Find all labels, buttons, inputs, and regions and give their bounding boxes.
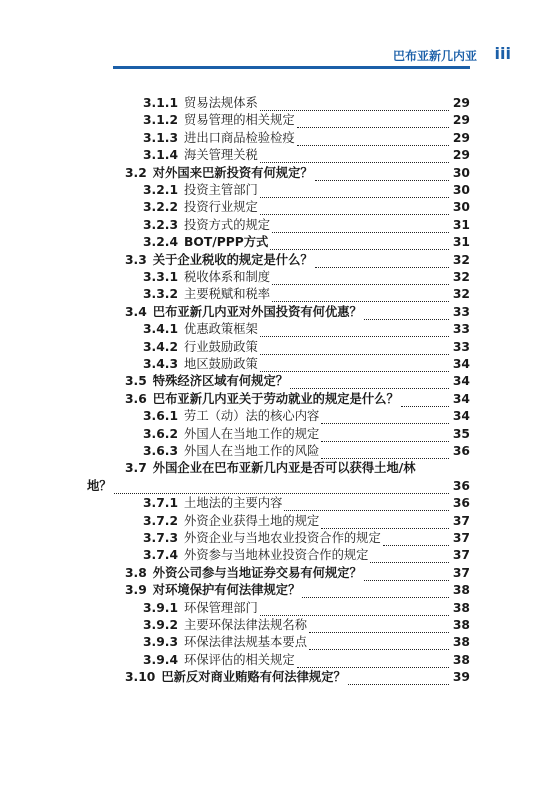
- toc-entry-page: 30: [452, 165, 470, 180]
- toc-entry-title: 外资企业与当地农业投资合作的规定: [184, 531, 381, 545]
- toc-entry[interactable]: [143, 599, 470, 617]
- toc-entry-title: 对外国来巴新投资有何规定？: [152, 164, 313, 180]
- toc-entry-page: 37: [452, 565, 470, 580]
- toc-entry-title: 地区鼓励政策: [184, 357, 258, 371]
- toc-entry-number: 3.2.3: [143, 217, 179, 232]
- toc-entry-page: 36: [452, 478, 470, 493]
- toc-entry-page: 36: [452, 444, 470, 458]
- toc-entry-page: 34: [452, 357, 470, 371]
- toc-entry-number: 3.4.2: [143, 339, 179, 354]
- toc-entry[interactable]: [143, 198, 470, 216]
- dot-leader: [309, 638, 449, 650]
- dot-leader: [114, 482, 449, 494]
- dot-leader: [270, 238, 449, 250]
- toc-entry-page: 38: [452, 600, 470, 615]
- dot-leader: [321, 412, 449, 424]
- dot-leader: [260, 604, 449, 616]
- toc-entry-number: 3.7.1: [143, 496, 179, 511]
- toc-entry[interactable]: [143, 616, 470, 634]
- toc-entry-number: 3.1.2: [143, 113, 179, 128]
- dot-leader: [272, 273, 449, 285]
- dot-leader: [272, 290, 449, 302]
- toc-entry-number: 3.7: [125, 461, 147, 476]
- toc-entry-title: 外国人在当地工作的风险: [184, 444, 320, 458]
- page-number: iii: [494, 44, 511, 63]
- toc-entry-title: 环保评估的相关规定: [184, 652, 295, 667]
- toc-entry-title: 贸易法规体系: [184, 96, 258, 110]
- toc-entry-number: 3.2.1: [143, 183, 179, 197]
- toc-entry-page: 34: [452, 374, 470, 389]
- toc-entry-title: 外资参与当地林业投资合作的规定: [184, 548, 369, 563]
- toc-entry-number: 3.4: [125, 304, 147, 319]
- dot-leader: [272, 221, 449, 233]
- dot-leader: [260, 360, 449, 372]
- toc-entry-title: 环保管理部门: [184, 600, 258, 615]
- toc-entry-number: 3.5: [125, 374, 147, 389]
- toc-entry[interactable]: [125, 564, 470, 582]
- dot-leader: [321, 517, 449, 529]
- toc-entry-title: 主要税赋和税率: [184, 287, 271, 302]
- dot-leader: [321, 430, 449, 442]
- toc-entry[interactable]: [143, 407, 470, 425]
- dot-leader: [315, 169, 449, 181]
- page-header: [0, 0, 559, 80]
- toc-entry-page: 37: [452, 531, 470, 545]
- toc-entry-number: 3.7.2: [143, 513, 179, 528]
- toc-entry-number: 3.9.4: [143, 652, 179, 667]
- toc-entry-number: 3.6.3: [143, 444, 179, 458]
- header-rule: [113, 66, 470, 69]
- toc-entry-number: 3.9.2: [143, 618, 179, 632]
- toc-entry-title: 投资方式的规定: [184, 217, 271, 232]
- toc-entry-page: 38: [452, 652, 470, 667]
- toc-entry[interactable]: [143, 216, 470, 234]
- dot-leader: [284, 499, 448, 511]
- toc-entry-title: 主要环保法律法规名称: [184, 618, 307, 632]
- toc-entry[interactable]: [143, 529, 470, 547]
- toc-entry-page: 29: [452, 96, 470, 110]
- toc-entry-page: 33: [452, 339, 470, 354]
- toc-entry-title: 行业鼓励政策: [184, 339, 258, 354]
- toc-entry[interactable]: [125, 372, 470, 390]
- toc-entry-page: 36: [452, 496, 470, 511]
- toc-entry-number: 3.8: [125, 565, 147, 580]
- toc-entry-number: 3.2.4: [143, 235, 179, 250]
- toc-entry-page: 37: [452, 513, 470, 528]
- toc-entry[interactable]: [143, 146, 470, 164]
- toc-entry[interactable]: [143, 355, 470, 373]
- toc-entry-number: 3.1.3: [143, 130, 179, 145]
- dot-leader: [260, 186, 449, 198]
- toc-entry-title: 外资企业获得土地的规定: [184, 513, 320, 528]
- dot-leader: [260, 343, 449, 355]
- dot-leader: [348, 673, 449, 685]
- dot-leader: [260, 151, 449, 163]
- toc-entry-title: 劳工（动）法的核心内容: [184, 409, 320, 424]
- dot-leader: [297, 656, 449, 668]
- dot-leader: [297, 116, 449, 128]
- toc-entry-title-continuation: 地？: [87, 477, 112, 493]
- toc-entry[interactable]: [125, 251, 470, 269]
- toc-entry[interactable]: [125, 581, 470, 599]
- toc-entry-title: 优惠政策框架: [184, 322, 258, 337]
- dot-leader: [297, 134, 449, 146]
- toc-entry-title: 海关管理关税: [184, 148, 258, 163]
- toc-entry-page: 39: [452, 670, 470, 685]
- toc-entry[interactable]: [143, 94, 470, 112]
- toc-entry-page: 38: [452, 583, 470, 598]
- toc-entry-number: 3.4.3: [143, 357, 179, 371]
- dot-leader: [315, 256, 449, 268]
- dot-leader: [309, 621, 449, 633]
- toc-entry-title: BOT/PPP方式: [184, 235, 269, 250]
- toc-entry[interactable]: [143, 512, 470, 530]
- dot-leader: [290, 377, 449, 389]
- toc-entry-title: 巴布亚新几内亚对外国投资有何优惠？: [152, 303, 362, 319]
- dot-leader: [383, 534, 449, 546]
- dot-leader: [370, 551, 448, 563]
- toc-entry-title: 关于企业税收的规定是什么？: [152, 251, 313, 267]
- toc-entry-title: 投资行业规定: [184, 200, 258, 215]
- toc-entry-number: 3.10: [125, 670, 156, 685]
- toc-entry-page: 29: [452, 113, 470, 128]
- toc-entry-page: 34: [452, 391, 470, 406]
- toc-entry-page: 29: [452, 148, 470, 163]
- toc-entry-page: 30: [452, 183, 470, 197]
- toc-entry-page: 32: [452, 252, 470, 267]
- toc-entry[interactable]: [143, 546, 470, 564]
- toc-entry-title: 外国人在当地工作的规定: [184, 426, 320, 441]
- toc-entry[interactable]: [143, 181, 470, 199]
- toc-entry-number: 3.9.1: [143, 600, 179, 615]
- dot-leader: [260, 203, 449, 215]
- toc-entry-page: 38: [452, 618, 470, 632]
- toc-entry-title: 对环境保护有何法律规定？: [152, 582, 301, 598]
- dot-leader: [364, 569, 449, 581]
- toc-entry-title: 税收体系和制度: [184, 270, 271, 284]
- toc-entry-title: 外资公司参与当地证券交易有何规定？: [152, 564, 362, 580]
- toc-entry[interactable]: [143, 425, 470, 443]
- toc-entry-continuation[interactable]: [87, 477, 470, 495]
- toc-entry-title: 土地法的主要内容: [184, 496, 283, 511]
- dot-leader: [302, 586, 449, 598]
- toc-entry-title: 环保法律法规基本要点: [184, 635, 307, 650]
- toc-entry-number: 3.7.3: [143, 531, 179, 545]
- toc-entry-page: 32: [452, 287, 470, 302]
- toc-entry[interactable]: [143, 285, 470, 303]
- toc-entry-page: 34: [452, 409, 470, 424]
- toc-entry-page: 32: [452, 270, 470, 284]
- toc-entry-page: 33: [452, 304, 470, 319]
- toc-entry-title: 巴新反对商业贿赂有何法律规定？: [161, 669, 346, 685]
- toc-entry-title: 进出口商品检验检疫: [184, 130, 295, 145]
- toc-entry[interactable]: [143, 633, 470, 651]
- toc-entry[interactable]: [143, 651, 470, 669]
- toc-entry-title: 特殊经济区域有何规定？: [152, 373, 289, 389]
- toc-entry[interactable]: [125, 459, 470, 477]
- toc-entry-title: 外国企业在巴布亚新几内亚是否可以获得土地/林: [152, 460, 416, 476]
- toc-entry-page: 31: [452, 217, 470, 232]
- dot-leader: [260, 99, 449, 111]
- toc-entry-page: 38: [452, 635, 470, 650]
- toc-entry-number: 3.1.4: [143, 148, 179, 163]
- toc-entry[interactable]: [125, 668, 470, 686]
- toc-entry-number: 3.6.1: [143, 409, 179, 424]
- toc-entry-page: 29: [452, 130, 470, 145]
- toc-entry-number: 3.7.4: [143, 548, 179, 563]
- toc-entry-title: 巴布亚新几内亚关于劳动就业的规定是什么？: [152, 390, 399, 406]
- toc-entry-number: 3.4.1: [143, 322, 179, 337]
- toc-entry-number: 3.3.1: [143, 270, 179, 284]
- dot-leader: [401, 395, 449, 407]
- toc-entry-number: 3.9.3: [143, 635, 179, 650]
- toc-entry[interactable]: [143, 320, 470, 338]
- dot-leader: [321, 447, 449, 459]
- dot-leader: [364, 308, 449, 320]
- toc-entry-number: 3.6: [125, 391, 147, 406]
- toc-entry-page: 37: [452, 548, 470, 563]
- toc-entry-number: 3.3.2: [143, 287, 179, 302]
- toc-entry[interactable]: [143, 494, 470, 512]
- toc-entry-page: 35: [452, 426, 470, 441]
- toc-entry[interactable]: [125, 164, 470, 182]
- toc-entry[interactable]: [143, 338, 470, 356]
- toc-entry-number: 3.6.2: [143, 426, 179, 441]
- toc-entry[interactable]: [143, 233, 470, 251]
- toc-entry[interactable]: [143, 442, 470, 460]
- toc-entry-number: 3.1.1: [143, 96, 179, 110]
- toc-entry-page: 31: [452, 235, 470, 250]
- toc-entry[interactable]: [125, 303, 470, 321]
- toc-entry-number: 3.2.2: [143, 200, 179, 215]
- toc-entry-number: 3.3: [125, 252, 147, 267]
- toc-entry-page: 30: [452, 200, 470, 215]
- toc-entry-page: 33: [452, 322, 470, 337]
- toc-entry-number: 3.2: [125, 165, 147, 180]
- running-header-title: 巴布亚新几内亚: [392, 49, 477, 63]
- toc-entry[interactable]: [125, 390, 470, 408]
- toc-entry-number: 3.9: [125, 583, 147, 598]
- toc-entry[interactable]: [143, 129, 470, 147]
- dot-leader: [260, 325, 449, 337]
- toc-entry-title: 贸易管理的相关规定: [184, 113, 295, 128]
- toc-entry[interactable]: [143, 111, 470, 129]
- toc-entry-title: 投资主管部门: [184, 183, 258, 197]
- toc-entry[interactable]: [143, 268, 470, 286]
